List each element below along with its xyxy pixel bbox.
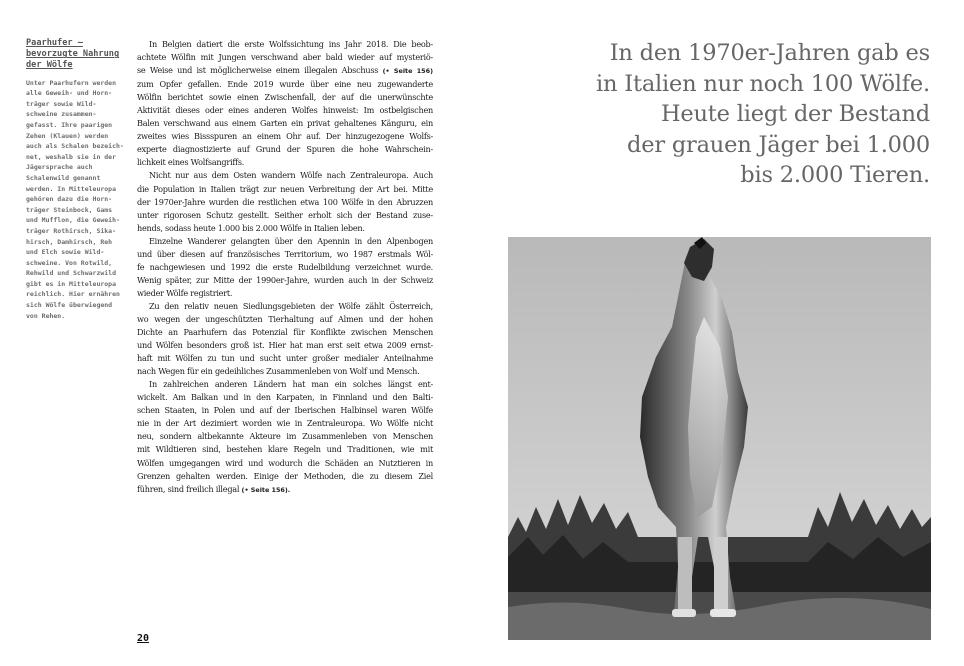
pull-quote-line: Heute liegt der Bestand bbox=[660, 101, 930, 127]
text-line: Aktivität dieses oder eines anderen Wolfes hinweist: Im ostbelgischen bbox=[137, 105, 433, 116]
paragraph bbox=[137, 378, 433, 496]
text-line: Nicht nur aus dem Osten wandern Wölfe nach Zentraleuropa. Auch bbox=[149, 170, 433, 181]
sidebar-text-line: sich Wölfe überwiegend bbox=[26, 301, 113, 310]
cross-reference: (• Seite 156). bbox=[241, 485, 291, 494]
paragraph bbox=[137, 38, 433, 169]
sidebar-text-line: schweine zusammen- bbox=[26, 110, 97, 119]
sidebar-text-line: alle Geweih- und Horn- bbox=[26, 89, 113, 98]
text-line: lichkeit eines Wolfsangriffs. bbox=[137, 157, 245, 168]
text-line: In Belgien datiert die erste Wolfssichtung ins Jahr 2018. Die beob- bbox=[149, 39, 433, 49]
sidebar-text-line: träger Rothirsch, Sika- bbox=[26, 226, 117, 235]
text-line: wo wegen der ungeschützten Tierhaltung auf Almen und der hohen bbox=[137, 313, 433, 324]
text-line: nie in der Art dezimiert worden wie in Zentraleuropa. Wo Wölfe nicht bbox=[137, 418, 433, 429]
sidebar-text-line: reichlich. Hier ernähren bbox=[26, 290, 120, 299]
sidebar-title bbox=[26, 38, 118, 72]
sidebar-text-line: Schalenwild genannt bbox=[26, 173, 101, 182]
sidebar-text-line: Jägersprache auch bbox=[26, 163, 93, 172]
page-number: 20 bbox=[137, 633, 150, 644]
sidebar-text-line: Unter Paarhufern werden bbox=[26, 78, 117, 87]
wolf-photo bbox=[508, 237, 931, 640]
text-line: schen Staaten, in Polen und auf der Iberischen Halbinsel waren Wölfe bbox=[137, 405, 433, 416]
text-line: und über diesen auf französisches Territorium, wo 1987 erstmals Wöl- bbox=[137, 248, 433, 259]
text-line: die Population in Italien trägt zur neuen Verbreitung der Art bei. Mitte bbox=[137, 183, 433, 194]
sidebar-text-line: und Elch sowie Wild- bbox=[26, 248, 105, 257]
sidebar-text-line: werden. In Mitteleuropa bbox=[26, 184, 117, 193]
text-line: und Wölfen besonders groß ist. Hier hat man erst seit etwa 2009 ernst- bbox=[137, 340, 433, 351]
pull-quote bbox=[530, 38, 930, 191]
text-line: Balen verschwand aus einem Garten ein privat gehaltenes Känguru, ein bbox=[137, 118, 433, 129]
pull-quote-line: bis 2.000 Tieren. bbox=[740, 162, 930, 188]
sidebar-text-line: gibt es in Mitteleuropa bbox=[26, 279, 117, 288]
sidebar-text-line: träger Steinbock, Gams bbox=[26, 205, 113, 214]
text-line: In zahlreichen anderen Ländern hat man ein solches längst ent- bbox=[149, 379, 433, 390]
text-line: fe nachgewiesen und 1992 die erste Rudelbildung verzeichnet wurde. bbox=[137, 261, 433, 272]
sidebar-text-line: gefasst. Ihre paarigen bbox=[26, 120, 113, 129]
sidebar-text-line: auch als Schalen bezeich- bbox=[26, 142, 124, 151]
sidebar-text-line: träger sowie Wild- bbox=[26, 99, 97, 108]
text-line: Dichte an Paarhufern das Potenzial für Konflikte zwischen Menschen bbox=[137, 327, 433, 338]
sidebar-title-line: bevorzugte Nahrung bbox=[26, 49, 120, 60]
paragraph bbox=[137, 169, 433, 234]
text-line: wieder Wölfe registriert. bbox=[137, 287, 233, 298]
text-line: der 1970er-Jahre wurden die restlichen etwa 100 Wölfe in den Abruzzen bbox=[137, 196, 433, 207]
text-line: haft mit Wölfen zu tun und sucht unter großer medialer Anteilnahme bbox=[137, 353, 433, 364]
howling-wolf-image bbox=[508, 237, 931, 640]
text-line: Wenig später, zur Mitte der 1990er-Jahre, wurden auch in der Schweiz bbox=[137, 274, 433, 285]
text-line bbox=[137, 64, 433, 78]
text-line: zum Opfer gefallen. Ende 2019 wurde über eine neu zugewanderte bbox=[137, 79, 433, 90]
text-line: unter rigorosen Schutz gestellt. Seither erholt sich der Bestand zuse- bbox=[137, 209, 433, 220]
text-line: nach Wegen für ein gedeihliches Zusammenleben von Wolf und Mensch. bbox=[137, 366, 420, 377]
text-line: Zu den relativ neuen Siedlungsgebieten der Wölfe zählt Österreich, bbox=[149, 300, 433, 311]
sidebar-box bbox=[26, 38, 124, 321]
pull-quote-line: der grauen Jäger bei 1.000 bbox=[627, 131, 930, 158]
text-line: Wölfin berichtet sowie einen Zwischenfall, der auf die unerwünschte bbox=[137, 92, 433, 103]
sidebar-text bbox=[26, 78, 124, 322]
sidebar-title-line: der Wölfe bbox=[26, 60, 73, 71]
text-line: neu, sondern altbekannte Akteure im Zusammenleben von Menschen bbox=[137, 431, 433, 442]
cross-reference: (• Seite 156) bbox=[382, 67, 433, 76]
text-line bbox=[137, 483, 433, 497]
pull-quote-line: In den 1970er-Jahren gab es bbox=[609, 40, 930, 66]
text-line: Grenzen gehalten werden. Einige der Methoden, die zu diesem Ziel bbox=[137, 470, 433, 481]
paragraph bbox=[137, 300, 433, 378]
sidebar-text-line: und Mufflon, die Geweih- bbox=[26, 216, 120, 225]
text-line: experte diagnostizierte auf Grund der Spuren die hohe Wahrschein- bbox=[137, 144, 433, 155]
sidebar-text-line: Zehen (Klauen) werden bbox=[26, 131, 109, 140]
body-text-column bbox=[137, 38, 433, 497]
sidebar-text-line: Rehwild und Schwarzwild bbox=[26, 269, 117, 278]
text-line: mit Wildtieren sind, bestehen klare Regeln und Traditionen, wie mit bbox=[137, 444, 433, 455]
sidebar-title-line: Paarhufer – bbox=[26, 38, 83, 48]
text-line: wickelt. Am Balkan und in den Karpaten, in Finnland und den Balti- bbox=[137, 392, 433, 403]
text-line: achtete Wölfin mit Jungen verschwand aber bald wieder auf mysteriö- bbox=[137, 52, 433, 63]
sidebar-text-line: von Rehen. bbox=[26, 311, 66, 320]
sidebar-text-line: gehören dazu die Horn- bbox=[26, 195, 113, 204]
sidebar-text-line: schweine. Von Rotwild, bbox=[26, 258, 113, 267]
text-segment: führen, sind freilich illegal bbox=[137, 483, 242, 494]
paragraph bbox=[137, 235, 433, 300]
text-line: Wölfen umgegangen wird und wodurch die Schäden an Nutztieren in bbox=[137, 457, 433, 468]
text-line: Einzelne Wanderer gelangten über den Apennin in den Alpenbogen bbox=[149, 235, 433, 246]
sidebar-text-line: net, weshalb sie in der bbox=[26, 152, 117, 161]
sidebar-text-line: hirsch, Damhirsch, Reh bbox=[26, 237, 113, 246]
text-segment: se Weise und ist möglicherweise einem illegalen Abschuss bbox=[137, 65, 383, 76]
pull-quote-line: in Italien nur noch 100 Wölfe. bbox=[596, 70, 930, 97]
text-line: zweites wies Bissspuren an einem Ohr auf. Der hinzugezogene Wolfs- bbox=[137, 131, 433, 142]
text-line: hends, sodass heute 1.000 bis 2.000 Wölfe in Italien leben. bbox=[137, 222, 365, 233]
